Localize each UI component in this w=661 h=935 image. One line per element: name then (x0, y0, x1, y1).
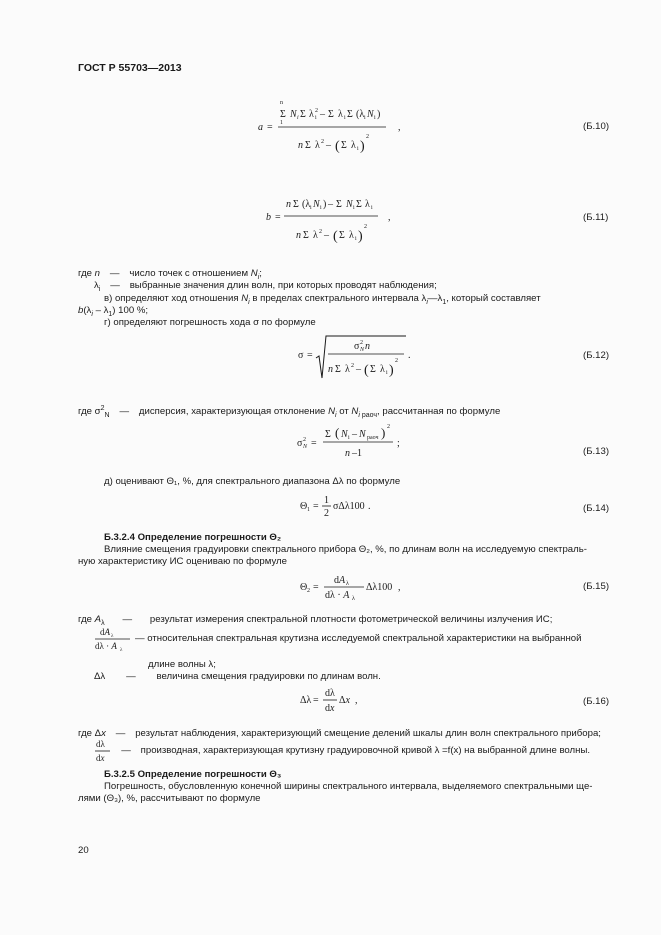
svg-text:σ: σ (298, 350, 304, 361)
svg-text:dx: dx (325, 703, 335, 714)
svg-text:Σ: Σ (356, 199, 362, 210)
svg-text:dλ · A: dλ · A (95, 641, 117, 651)
svg-text:Σ: Σ (339, 230, 345, 241)
svg-text:i: i (386, 370, 388, 376)
svg-text:n: n (286, 199, 291, 210)
svg-text:=: = (313, 582, 319, 593)
svg-text:2: 2 (324, 508, 329, 519)
para-324-line1: Влияние смещения градуировки спектрального прибора Θ₂, %, по длинам волн на исследуемую спектраль- (104, 544, 587, 555)
where-dlambda-line: Δλ — величина смещения градуировки по длинам волн. (94, 671, 381, 682)
page-number: 20 (78, 845, 89, 856)
section-324-title: Определение погрешности Θ₂ (137, 532, 282, 543)
svg-text:dλ: dλ (325, 688, 335, 699)
svg-text:;: ; (397, 438, 400, 449)
svg-text:2: 2 (387, 424, 390, 430)
section-324-number: Б.3.2.4 (104, 532, 135, 543)
svg-text:i: i (310, 205, 312, 211)
formula-b14-graphic (300, 494, 380, 520)
where-n-text: число точек с отношением (129, 268, 249, 279)
section-325-heading (104, 769, 281, 781)
svg-text:λ: λ (111, 634, 114, 639)
svg-text:2: 2 (395, 358, 398, 364)
svg-text:Σ: Σ (303, 230, 309, 241)
item-v-text-3: , который составляет (446, 293, 541, 304)
svg-text:Σ: Σ (336, 199, 342, 210)
svg-text:dλ · A: dλ · A (325, 590, 350, 601)
formula-b10 (258, 96, 418, 166)
svg-text:(: ( (364, 363, 369, 378)
svg-text:–: – (320, 109, 325, 120)
where-n-line: где n — число точек с отношением $N_i$; (78, 268, 262, 281)
svg-text:n: n (296, 230, 301, 241)
svg-text:Θ: Θ (300, 501, 308, 512)
ratio-symbol (94, 626, 134, 652)
formula-number-b11: (Б.11) (583, 212, 609, 223)
svg-text:2: 2 (319, 229, 322, 235)
svg-text:λ: λ (352, 596, 355, 602)
where-A-line: где $A_\lambda$ — результат измерения спектральной плотности фотометрической величины излучения ИС; (78, 614, 553, 627)
svg-text:): ) (377, 109, 381, 120)
formula-b13-graphic (297, 420, 417, 468)
svg-text:.: . (408, 350, 411, 361)
derivative-symbol-graphic (94, 738, 114, 764)
formula-number-b16: (Б.16) (583, 696, 610, 707)
svg-text:a: a (258, 122, 263, 133)
svg-text:λ: λ (365, 199, 370, 210)
formula-number-b13: (Б.13) (583, 446, 610, 457)
svg-text:n: n (345, 448, 350, 459)
item-v-line2: $b(\lambda_i - \lambda_1)$ 100 %; (78, 305, 149, 318)
svg-text:,: , (355, 695, 358, 706)
formula-b16 (300, 686, 370, 716)
svg-text:2: 2 (321, 139, 324, 145)
svg-text:i: i (320, 205, 322, 211)
svg-text:Σ: Σ (280, 109, 286, 120)
formula-b16-graphic (300, 686, 370, 716)
formula-number-b14: (Б.14) (583, 503, 610, 514)
where-ratio-line2: длине волны λ; (148, 659, 216, 670)
svg-text:N: N (341, 429, 348, 440)
svg-text:(: ( (335, 425, 340, 440)
svg-text:λ: λ (120, 648, 123, 652)
svg-text:N: N (367, 109, 374, 120)
svg-text:Σ: Σ (370, 364, 376, 375)
formula-b13 (297, 420, 417, 468)
svg-text:2: 2 (366, 134, 369, 140)
svg-text:2: 2 (360, 340, 363, 346)
derivative-symbol (94, 738, 114, 764)
formula-number-b10: (Б.10) (583, 121, 610, 132)
svg-text:Σ: Σ (341, 140, 347, 151)
where-sigma-text: дисперсия, характеризующая отклонение (138, 406, 326, 418)
svg-text:–: – (352, 429, 357, 440)
svg-text:i: i (348, 435, 350, 441)
svg-text:=: = (313, 501, 319, 512)
svg-text:): ) (389, 363, 394, 378)
standard-header: ГОСТ Р 55703—2013 (78, 62, 182, 74)
svg-text:2: 2 (364, 224, 367, 230)
svg-text:Σ: Σ (293, 199, 299, 210)
formula-number-b15: (Б.15) (583, 581, 610, 592)
svg-text:λ: λ (380, 364, 385, 375)
svg-text:1: 1 (324, 495, 329, 506)
svg-text:=: = (275, 212, 281, 223)
formula-b10-graphic (258, 96, 418, 166)
item-v-line1: в) определяют ход отношения $N_i$ в пределах спектрального интервала $\lambda_i—\lambda_1$, который составляет (104, 293, 541, 306)
svg-text:2: 2 (315, 108, 318, 114)
svg-text:=: = (313, 695, 319, 706)
svg-text:–: – (356, 364, 361, 375)
svg-text:1: 1 (280, 120, 283, 126)
where-A-text: результат измерения спектральной плотности фотометрической величины излучения ИС; (149, 614, 553, 625)
svg-text:n: n (298, 140, 303, 151)
svg-text:σΔλ100: σΔλ100 (333, 501, 365, 512)
svg-text:i: i (374, 115, 376, 121)
svg-text:λ: λ (345, 364, 350, 375)
svg-text:Σ: Σ (347, 109, 353, 120)
svg-text:n: n (365, 341, 370, 352)
svg-text:Σ: Σ (328, 109, 334, 120)
where-sigma-line: где $\sigma^2_N$ — дисперсия, характеризующая отклонение $N_i$ от $N_i$ $_{раоч}$, рассчитанная по формуле (78, 405, 501, 420)
svg-text:раоч: раоч (367, 435, 379, 441)
svg-text:2: 2 (303, 437, 306, 443)
svg-text:Δx: Δx (339, 695, 350, 706)
formula-b14 (300, 494, 380, 520)
svg-text:i: i (344, 115, 346, 121)
svg-text:λ: λ (346, 581, 349, 587)
ratio-symbol-graphic (94, 626, 134, 652)
svg-text:i: i (315, 115, 317, 121)
svg-text:=: = (267, 122, 273, 133)
svg-text:N: N (359, 429, 366, 440)
svg-text:i: i (297, 115, 299, 121)
svg-text:N: N (346, 199, 353, 210)
svg-text:σ: σ (297, 438, 303, 449)
where-dx-line: где Δx — результат наблюдения, характеризующий смещение делений шкалы длин волн спектрального прибора; (78, 728, 601, 739)
svg-text:–1: –1 (352, 448, 362, 459)
where-lambda-line: $\lambda_i$ — выбранные значения длин волн, при которых проводят наблюдения; (94, 280, 437, 293)
item-v-text-1: в) определяют ход отношения (104, 293, 239, 304)
svg-text:λ: λ (309, 109, 314, 120)
svg-text:Δλ: Δλ (300, 695, 312, 706)
section-325-title: Определение погрешности Θ₃ (137, 769, 282, 780)
svg-text:.: . (368, 501, 371, 512)
formula-b11-graphic (266, 186, 406, 254)
svg-text:λ: λ (313, 230, 318, 241)
svg-text:–: – (328, 199, 333, 210)
para-324-line2: ную характеристику ИС оцениваю по формуле (78, 556, 287, 567)
svg-text:i: i (355, 236, 357, 242)
svg-text:dx: dx (96, 753, 105, 763)
svg-text:i: i (364, 115, 366, 121)
formula-b12 (298, 332, 418, 392)
svg-text:–: – (326, 140, 331, 151)
where-sigma-text-2: рассчитанная по формуле (382, 406, 501, 418)
svg-text:i: i (353, 205, 355, 211)
svg-text:Σ: Σ (305, 140, 311, 151)
svg-text:): ) (323, 199, 327, 210)
section-324-heading (104, 532, 281, 544)
where-deriv-text: производная, характеризующая крутизну градуировочной кривой λ =f(x) на выбранной длине волны. (140, 745, 591, 756)
svg-text:Σ: Σ (335, 364, 341, 375)
svg-text:): ) (358, 229, 363, 244)
item-v-text-line2: 100 %; (118, 305, 149, 316)
svg-text:i: i (371, 205, 373, 211)
svg-text:Δλ100: Δλ100 (366, 582, 393, 593)
svg-text:N: N (313, 199, 320, 210)
formula-number-b12: (Б.12) (583, 350, 610, 361)
svg-text:dλ: dλ (96, 739, 105, 749)
svg-text:N: N (303, 444, 308, 450)
svg-text:N: N (290, 109, 297, 120)
svg-text:Σ: Σ (300, 109, 306, 120)
svg-text:(: ( (335, 139, 340, 154)
where-dlambda-text: величина смещения градуировки по длинам волн. (156, 671, 381, 682)
svg-text:): ) (360, 139, 365, 154)
svg-text:=: = (311, 438, 317, 449)
svg-text:–: – (324, 230, 329, 241)
item-v-text-2: в пределах спектрального интервала (252, 293, 419, 304)
where-dx-text: результат наблюдения, характеризующий смещение делений шкалы длин волн спектрального прибора; (135, 728, 601, 739)
svg-text:(λ: (λ (356, 109, 365, 120)
svg-text:2: 2 (351, 363, 354, 369)
para-325-line2: лями (Θ₃), %, рассчитывают по формуле (78, 793, 261, 804)
svg-text:i: i (357, 146, 359, 152)
item-g-line: г) определяют погрешность хода σ по формуле (104, 317, 316, 328)
svg-text:2: 2 (307, 588, 310, 594)
where-deriv-line: — производная, характеризующая крутизну градуировочной кривой λ =f(x) на выбранной длине волны. (121, 745, 591, 756)
where-lambda-text: выбранные значения длин волн, при которых проводят наблюдения; (129, 280, 437, 291)
svg-text:dA: dA (334, 575, 346, 586)
where-ratio-line1: — относительная спектральная крутизна исследуемой спектральной характеристики на выбранной (135, 633, 582, 644)
svg-text:=: = (307, 350, 313, 361)
svg-text:λ: λ (349, 230, 354, 241)
formula-b11 (266, 186, 406, 254)
svg-text:,: , (398, 582, 401, 593)
svg-text:Σ: Σ (325, 429, 331, 440)
svg-text:n: n (328, 364, 333, 375)
svg-text:n: n (280, 100, 283, 106)
svg-text:b: b (266, 212, 271, 223)
svg-text:Θ: Θ (300, 582, 308, 593)
svg-text:): ) (381, 425, 386, 440)
formula-b15-graphic (300, 572, 420, 602)
svg-text:λ: λ (315, 140, 320, 151)
item-d-line: д) оценивают Θ₁, %, для спектрального диапазона Δλ по формуле (104, 476, 401, 487)
para-325-line1: Погрешность, обусловленную конечной ширины спектрального интервала, выделяемого спектральными ще- (104, 781, 593, 792)
svg-text:λ: λ (351, 140, 356, 151)
svg-text:λ: λ (338, 109, 343, 120)
formula-b12-graphic (298, 332, 418, 392)
formula-b15 (300, 572, 420, 602)
section-325-number: Б.3.2.5 (104, 769, 135, 780)
svg-text:(: ( (333, 229, 338, 244)
svg-text:,: , (398, 122, 401, 133)
svg-text:(λ: (λ (302, 199, 311, 210)
svg-text:1: 1 (307, 507, 310, 513)
svg-text:dA: dA (100, 627, 110, 637)
svg-text:σ: σ (354, 341, 360, 352)
svg-text:N: N (360, 347, 365, 353)
svg-text:,: , (388, 212, 391, 223)
